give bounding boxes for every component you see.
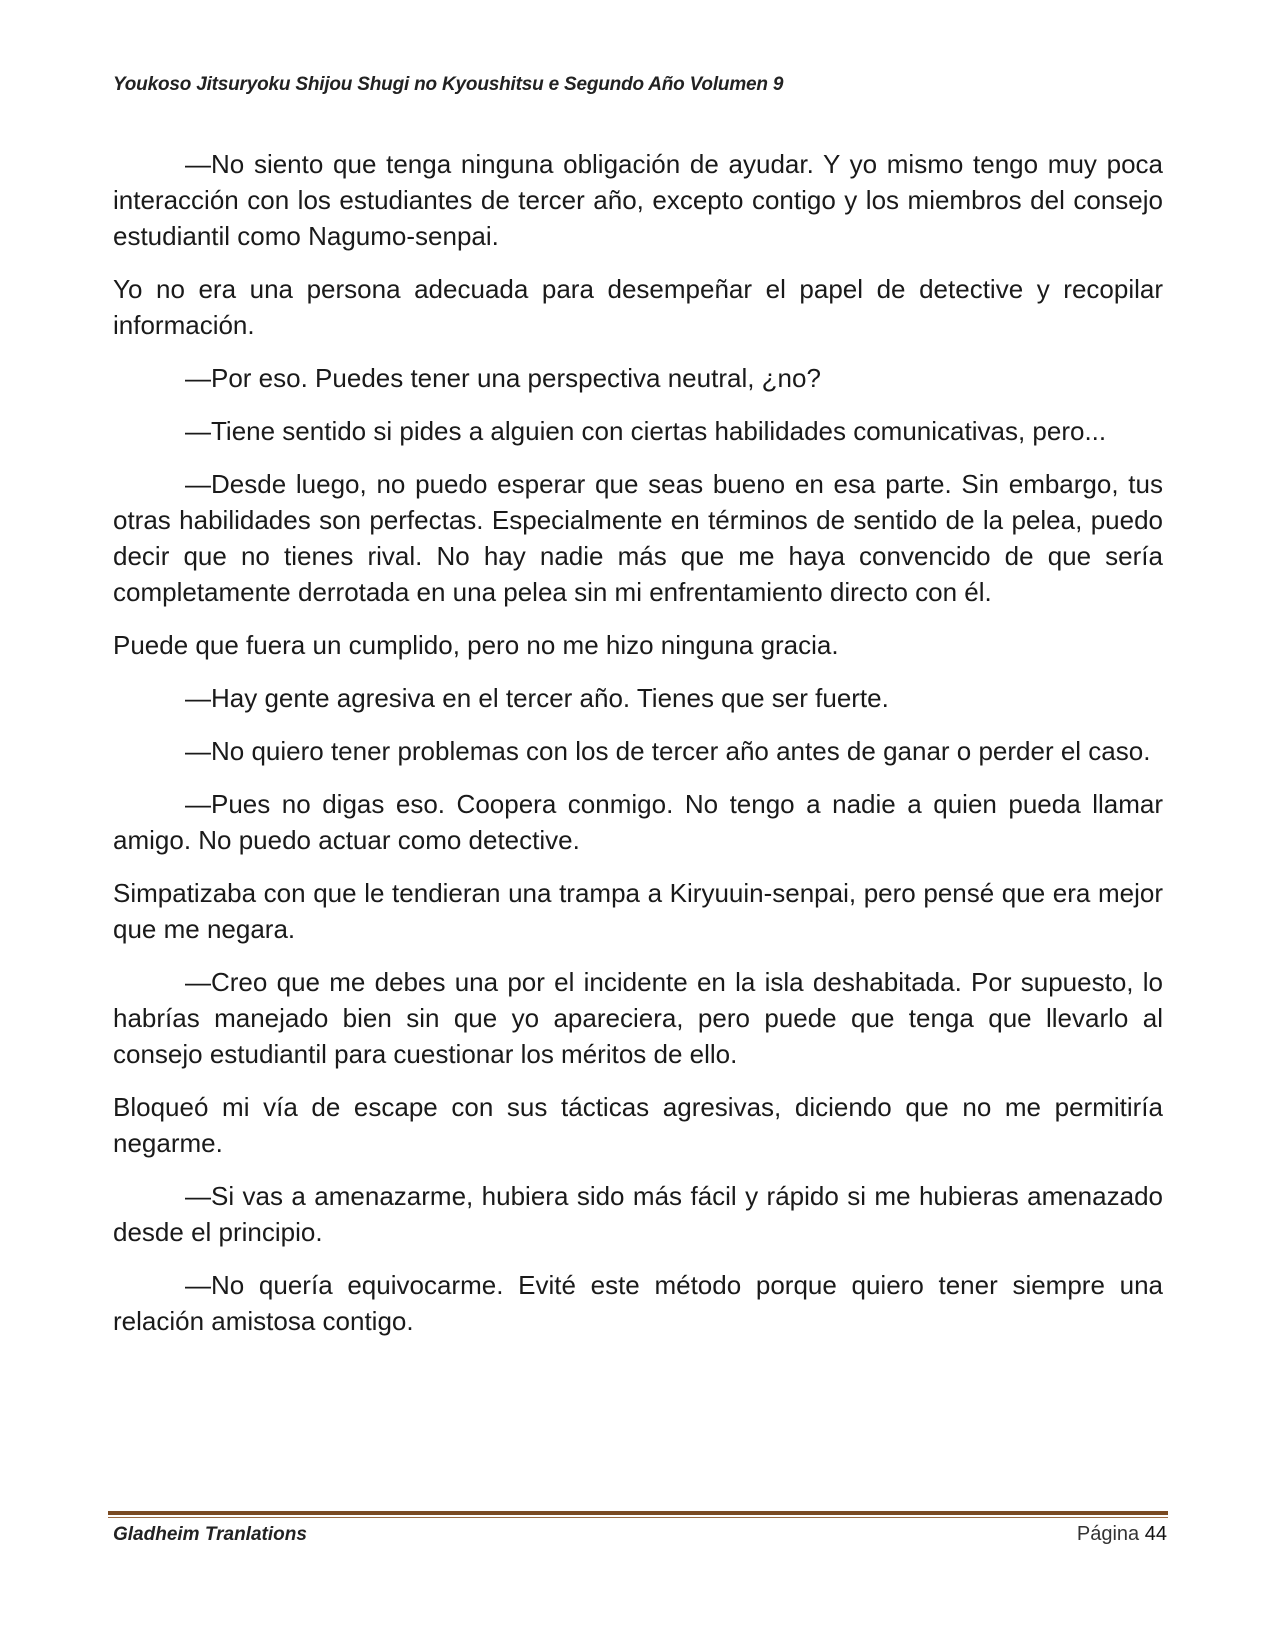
page-body xyxy=(113,146,1163,1356)
paragraph: —No quería equivocarme. Evité este método porque quiero tener siempre una relación amistosa contigo. xyxy=(113,1270,1163,1336)
footer-divider xyxy=(108,1511,1168,1517)
paragraph: —Por eso. Puedes tener una perspectiva neutral, ¿no? xyxy=(185,363,821,393)
paragraph: Yo no era una persona adecuada para desempeñar el papel de detective y recopilar información. xyxy=(113,274,1163,340)
running-header: Youkoso Jitsuryoku Shijou Shugi no Kyoushitsu e Segundo Año Volumen 9 xyxy=(113,74,784,95)
page-label: Página xyxy=(1076,1523,1140,1545)
paragraph: —Creo que me debes una por el incidente en la isla deshabitada. Por supuesto, lo habrías manejado bien sin que yo apareciera, pero puede que tenga que llevarlo al consejo estudiantil para cuestionar los méritos de ello. xyxy=(113,967,1163,1069)
paragraph: —Pues no digas eso. Coopera conmigo. No tengo a nadie a quien pueda llamar amigo. No puedo actuar como detective. xyxy=(113,789,1163,855)
paragraph: —Tiene sentido si pides a alguien con ciertas habilidades comunicativas, pero... xyxy=(185,416,1107,446)
paragraph: Bloqueó mi vía de escape con sus tácticas agresivas, diciendo que no me permitiría negarme. xyxy=(113,1092,1163,1158)
paragraph: Simpatizaba con que le tendieran una trampa a Kiryuuin-senpai, pero pensé que era mejor que me negara. xyxy=(113,878,1163,944)
paragraph: —Desde luego, no puedo esperar que seas bueno en esa parte. Sin embargo, tus otras habilidades son perfectas. Especialmente en términos de sentido de la pelea, puedo decir que no tienes rival. No hay nadie más que me haya convencido de que sería completamente derrotada en una pelea sin mi enfrentamiento directo con él. xyxy=(113,469,1163,607)
paragraph: —No quiero tener problemas con los de tercer año antes de ganar o perder el caso. xyxy=(185,736,1151,766)
paragraph: —Si vas a amenazarme, hubiera sido más fácil y rápido si me hubieras amenazado desde el principio. xyxy=(113,1181,1163,1247)
paragraph: Puede que fuera un cumplido, pero no me hizo ninguna gracia. xyxy=(113,630,839,660)
footer-divider-thick xyxy=(108,1511,1168,1515)
footer-divider-thin xyxy=(108,1517,1168,1518)
paragraph: —Hay gente agresiva en el tercer año. Tienes que ser fuerte. xyxy=(185,683,889,713)
footer-page-indicator xyxy=(1077,1523,1167,1546)
page-number: 44 xyxy=(1144,1523,1167,1545)
paragraph: —No siento que tenga ninguna obligación de ayudar. Y yo mismo tengo muy poca interacción con los estudiantes de tercer año, excepto contigo y los miembros del consejo estudiantil como Nagumo-senpai. xyxy=(113,149,1163,251)
footer-publisher: Gladheim Tranlations xyxy=(113,1524,307,1545)
